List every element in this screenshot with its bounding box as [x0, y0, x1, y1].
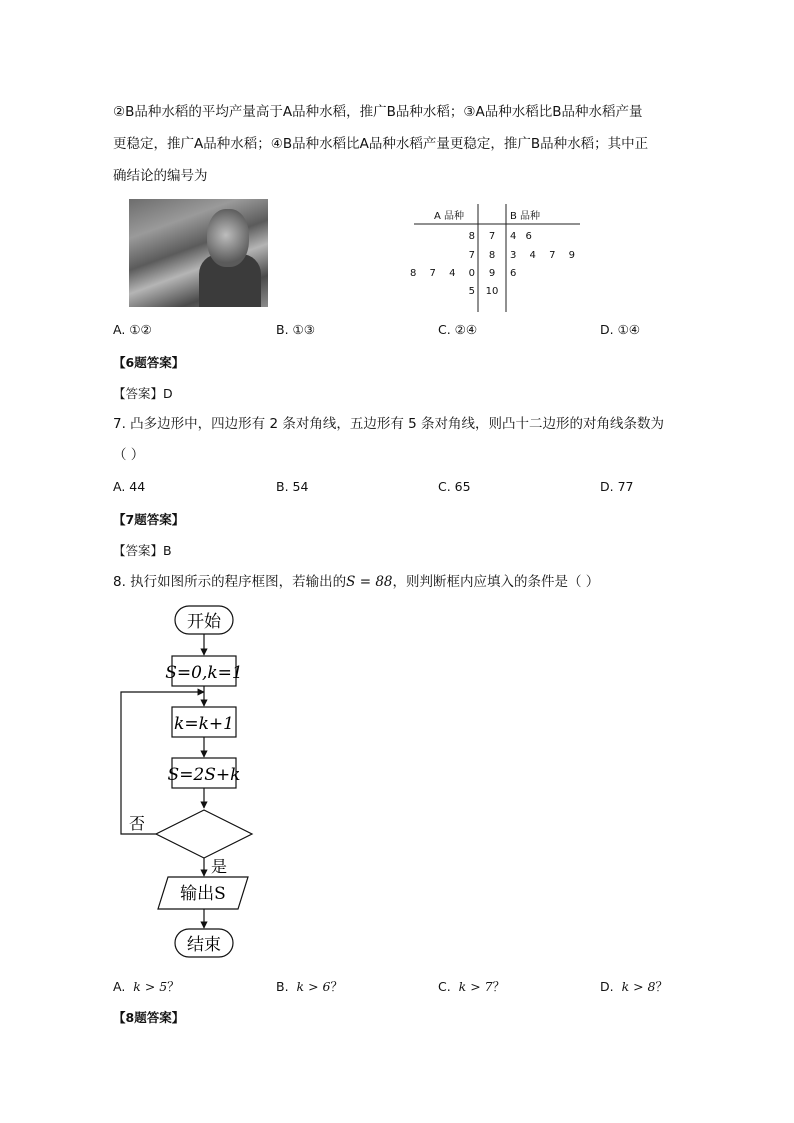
- q8-option-b-q: ？: [330, 979, 343, 994]
- stem-row1: 7: [488, 231, 496, 242]
- q8-text-post: ，则判断框内应填入的条件是（ ）: [392, 574, 600, 590]
- leaf-a-row2: 7: [468, 250, 475, 261]
- q7-option-a: A. 44: [113, 479, 146, 494]
- q8-text-line1: [113, 572, 599, 592]
- leaf-b-row3: 6: [510, 268, 517, 279]
- q8-output-value: S = 88: [346, 574, 393, 590]
- q7-text-line1: 7. 凸多边形中，四边形有 2 条对角线，五边形有 5 条对角线，则凸十二边形的对角线条数为: [113, 416, 665, 432]
- q7-option-b: B. 54: [276, 479, 309, 494]
- q6-option-d: D. ①④: [600, 322, 640, 337]
- q8-option-d-expr: k > 8: [621, 979, 656, 994]
- q8-option-c-q: ？: [492, 979, 506, 994]
- q8-option-d-letter: D.: [600, 979, 614, 994]
- q6-option-a: A. ①②: [113, 322, 152, 337]
- flow-decision-diamond: [156, 810, 252, 858]
- q8-option-d-q: ？: [655, 979, 669, 994]
- q8-option-b-expr: k > 6: [296, 979, 331, 994]
- flow-increment-label: k=k+1: [174, 714, 234, 734]
- stem-row3: 9: [488, 268, 496, 279]
- flow-update-label: S=2S+k: [167, 765, 241, 785]
- leaf-b-row2: 3 4 7 9: [510, 250, 575, 261]
- q8-answer-heading: 【8题答案】: [113, 1010, 185, 1025]
- q6-option-c: C. ②④: [438, 322, 478, 337]
- q6-answer-heading: 【6题答案】: [113, 355, 185, 370]
- q8-option-a-expr: k > 5: [133, 979, 168, 994]
- stem-row2: 8: [488, 250, 496, 261]
- q8-option-b-letter: B.: [276, 979, 289, 994]
- stem-header-b: B 品种: [510, 211, 541, 222]
- rice-farmer-photo: [129, 199, 268, 307]
- flow-yes-label: 是: [211, 857, 228, 876]
- flow-no-label: 否: [129, 814, 146, 833]
- q8-text-pre: 8. 执行如图所示的程序框图，若输出的: [113, 574, 347, 590]
- leaf-a-row1: 8: [468, 231, 475, 242]
- q7-answer-heading: 【7题答案】: [113, 512, 185, 527]
- leaf-a-row3: 8 7 4 0: [410, 268, 475, 279]
- q7-option-c: C. 65: [438, 479, 471, 494]
- flow-end-label: 结束: [187, 935, 221, 955]
- q8-option-c-expr: k > 7: [458, 979, 493, 994]
- q7-answer: 【答案】B: [113, 543, 172, 558]
- program-flowchart: [105, 600, 265, 965]
- q8-option-c-letter: C.: [438, 979, 451, 994]
- q8-option-a-letter: A.: [113, 979, 126, 994]
- flow-init-label: S=0,k=1: [165, 663, 243, 683]
- q6-text-line3: 确结论的编号为: [113, 168, 208, 184]
- flow-output-label: 输出S: [180, 884, 226, 904]
- q8-option-a: [113, 977, 180, 995]
- q8-option-a-q: ？: [167, 979, 180, 994]
- stem-leaf-table: [412, 202, 582, 314]
- stem-header-a: A 品种: [434, 211, 465, 222]
- leaf-a-row4: 5: [468, 286, 475, 297]
- q6-text-line1: ②B品种水稻的平均产量高于A品种水稻，推广B品种水稻；③A品种水稻比B品种水稻产量: [113, 104, 643, 120]
- q6-option-b: B. ①③: [276, 322, 315, 337]
- q6-text-line2: 更稳定，推广A品种水稻；④B品种水稻比A品种水稻产量更稳定，推广B品种水稻；其中正: [113, 136, 649, 152]
- q6-answer: 【答案】D: [113, 386, 173, 401]
- q8-option-d: [600, 977, 668, 995]
- q7-text-line2: （ ）: [113, 447, 145, 463]
- q8-option-b: [276, 977, 343, 995]
- photo-figure-head: [207, 209, 249, 267]
- q7-option-d: D. 77: [600, 479, 634, 494]
- stem-row4: 10: [485, 286, 499, 297]
- q8-option-c: [438, 977, 505, 995]
- flow-start-label: 开始: [187, 612, 221, 632]
- leaf-b-row1: 4 6: [510, 231, 535, 242]
